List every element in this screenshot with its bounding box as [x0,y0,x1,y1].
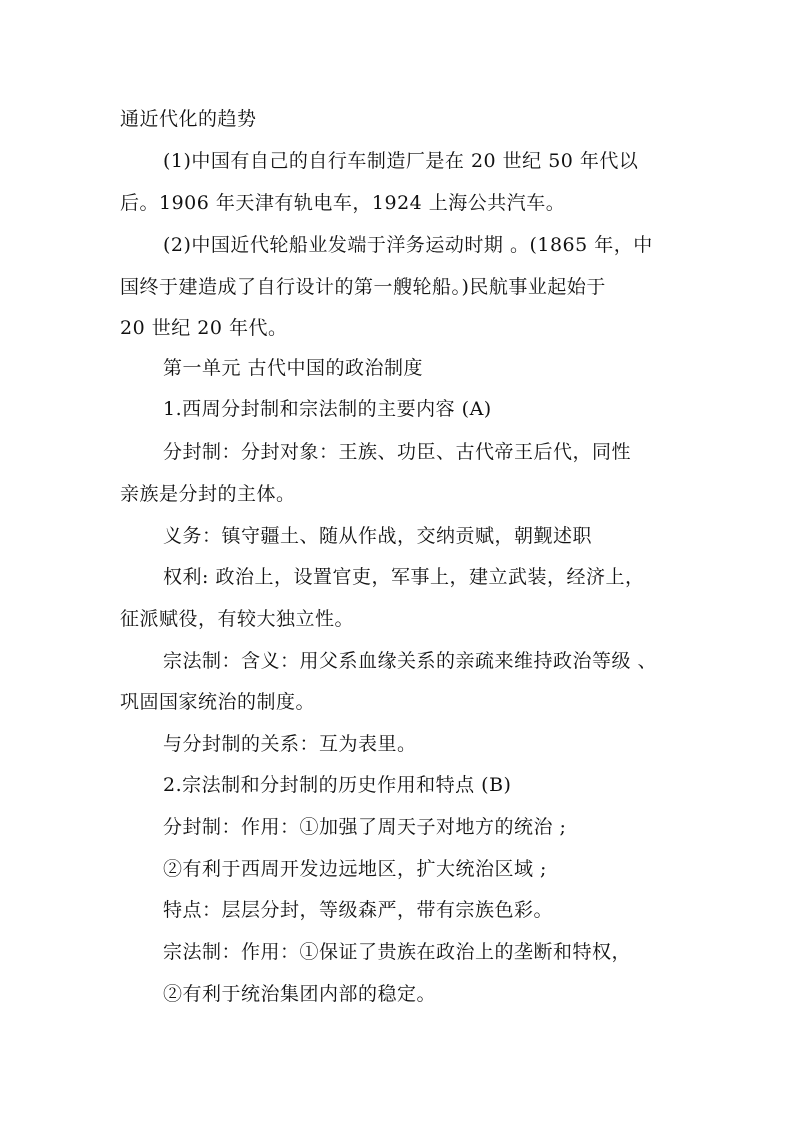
text-line: 分封制：作用：①加强了周天子对地方的统治 ; [163,816,567,838]
text-line: 国终于建造成了自行设计的第一艘轮船。)民航事业起始于 [120,276,606,298]
section-heading: 第一单元 古代中国的政治制度 [163,357,424,379]
text-line: (2)中国近代轮船业发端于洋务运动时期 。(1865 年，中 [163,234,653,256]
text-line: 义务：镇守疆土、随从作战，交纳贡赋，朝觐述职 [163,525,593,547]
text-line: 权利: 政治上，设置官吏，军事上，建立武装，经济上， [163,566,645,588]
text-line: 2.宗法制和分封制的历史作用和特点 (B) [163,774,512,796]
text-line: 特点：层层分封，等级森严，带有宗族色彩。 [163,899,554,921]
text-line: 分封制：分封对象：王族、功臣、古代帝王后代，同性 [163,441,632,463]
text-line: ②有利于统治集团内部的稳定。 [163,983,437,1005]
text-line: 与分封制的关系：互为表里。 [163,733,417,755]
text-line: 亲族是分封的主体。 [120,483,296,505]
text-line: 宗法制：作用：①保证了贵族在政治上的垄断和特权， [163,941,632,963]
text-line: 20 世纪 20 年代。 [120,317,288,339]
text-line: 巩固国家统治的制度。 [120,691,316,713]
text-line: 征派赋役，有较大独立性。 [120,608,355,630]
text-line: 后。1906 年天津有轨电车，1924 上海公共汽车。 [120,192,566,214]
text-line: 宗法制：含义：用父系血缘关系的亲疏来维持政治等级 、 [163,650,658,672]
text-line: 1.西周分封制和宗法制的主要内容 (A) [163,398,492,420]
text-line: ②有利于西周开发边远地区，扩大统治区域 ; [163,858,547,880]
text-line: (1)中国有自己的自行车制造厂是在 20 世纪 50 年代以 [163,150,639,172]
text-line: 通近代化的趋势 [120,108,257,130]
